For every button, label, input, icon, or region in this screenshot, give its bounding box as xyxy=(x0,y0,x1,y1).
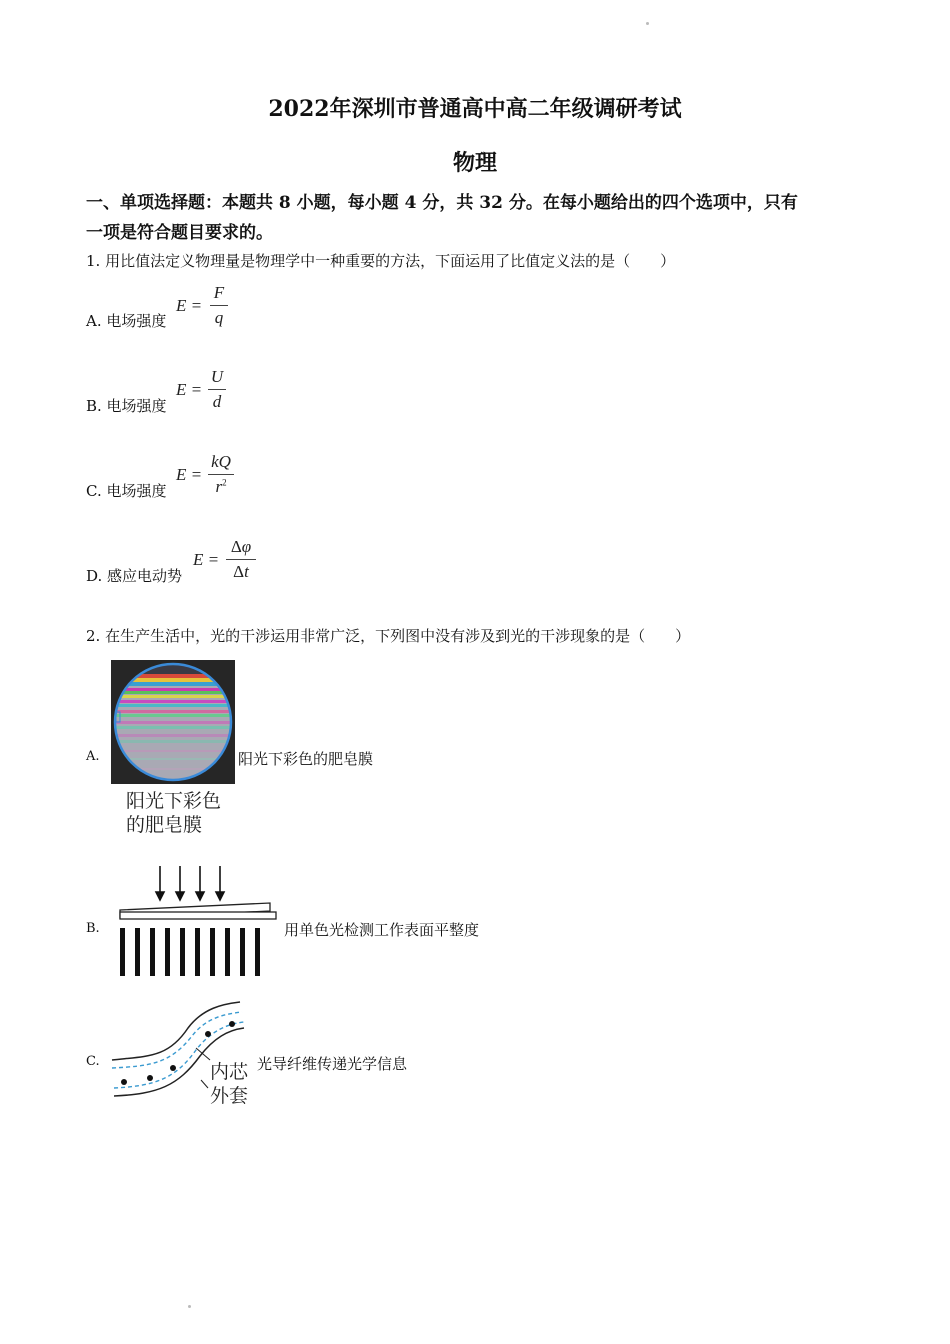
fiber-core-label: 内芯 xyxy=(210,1061,249,1083)
section-heading xyxy=(86,188,866,248)
q2-option-c-text: 光导纤维传递光学信息 xyxy=(257,1055,408,1073)
fiber-cladding-label: 外套 xyxy=(210,1085,249,1107)
q1-option-a-lhs: E = xyxy=(176,296,203,315)
q1-option-a-fraction xyxy=(210,283,228,328)
fraction-bar xyxy=(208,474,234,475)
subject-title: 物理 xyxy=(452,150,497,176)
q1-option-d-label: D. 感应电动势 xyxy=(86,567,183,585)
q2-option-b-text: 用单色光检测工作表面平整度 xyxy=(284,921,480,939)
q2-option-a-letter: A. xyxy=(86,749,100,764)
q1-option-c-numerator: kQ xyxy=(211,452,231,471)
fraction-bar xyxy=(226,559,256,560)
exam-title: 2022年深圳市普通高中高二年级调研考试 xyxy=(268,96,682,122)
section-heading-line1: 一、单项选择题：本题共 8 小题，每小题 4 分，共 32 分。在每小题给出的四个选项中，只有 xyxy=(86,193,798,213)
q1-option-d-lhs: E = xyxy=(193,550,220,569)
section-heading-line2: 一项是符合题目要求的。 xyxy=(86,223,273,243)
scan-mark xyxy=(646,22,649,25)
q2-option-b-letter: B. xyxy=(86,921,100,936)
q1-option-a-label: A. 电场强度 xyxy=(86,312,167,330)
fraction-bar xyxy=(210,305,228,306)
question-1-stem: 1. 用比值法定义物理量是物理学中一种重要的方法，下面运用了比值定义法的是（ ） xyxy=(86,252,676,270)
scan-mark xyxy=(188,1305,191,1308)
q1-option-b-fraction xyxy=(208,367,226,412)
q1-option-b-lhs: E = xyxy=(176,380,203,399)
fraction-bar xyxy=(208,389,226,390)
soap-film-caption-line2: 的肥皂膜 xyxy=(126,814,203,836)
soap-film-image xyxy=(111,660,235,784)
flatness-test-diagram xyxy=(110,862,282,980)
q1-option-c-label: C. 电场强度 xyxy=(86,482,167,500)
q1-option-d-numerator: Δφ xyxy=(230,537,252,556)
soap-film-caption-line1: 阳光下彩色 xyxy=(126,790,222,812)
q1-option-a-denominator: q xyxy=(214,308,224,327)
q1-option-c-lhs: E = xyxy=(176,465,203,484)
q2-option-a-text: 阳光下彩色的肥皂膜 xyxy=(238,750,374,768)
q1-option-b-label: B. 电场强度 xyxy=(86,397,167,415)
q1-option-a-numerator: F xyxy=(213,283,225,302)
interference-fringes xyxy=(120,928,260,976)
q2-option-c-letter: C. xyxy=(86,1054,100,1069)
q1-option-d-fraction xyxy=(226,537,256,582)
soap-film-illustration xyxy=(111,660,235,784)
q1-option-c-fraction xyxy=(208,452,234,497)
q1-option-c-denominator: $r^2$ xyxy=(215,477,227,496)
q1-option-d-denominator: Δt xyxy=(233,562,249,581)
soap-film-caption xyxy=(126,789,221,837)
q1-option-c-exponent: 2 xyxy=(222,477,227,488)
question-2-stem: 2. 在生产生活中，光的干涉运用非常广泛，下列图中没有涉及到光的干涉现象的是（ ） xyxy=(86,627,691,645)
q1-option-b-numerator: U xyxy=(210,367,224,386)
q1-option-b-denominator: d xyxy=(212,392,222,411)
